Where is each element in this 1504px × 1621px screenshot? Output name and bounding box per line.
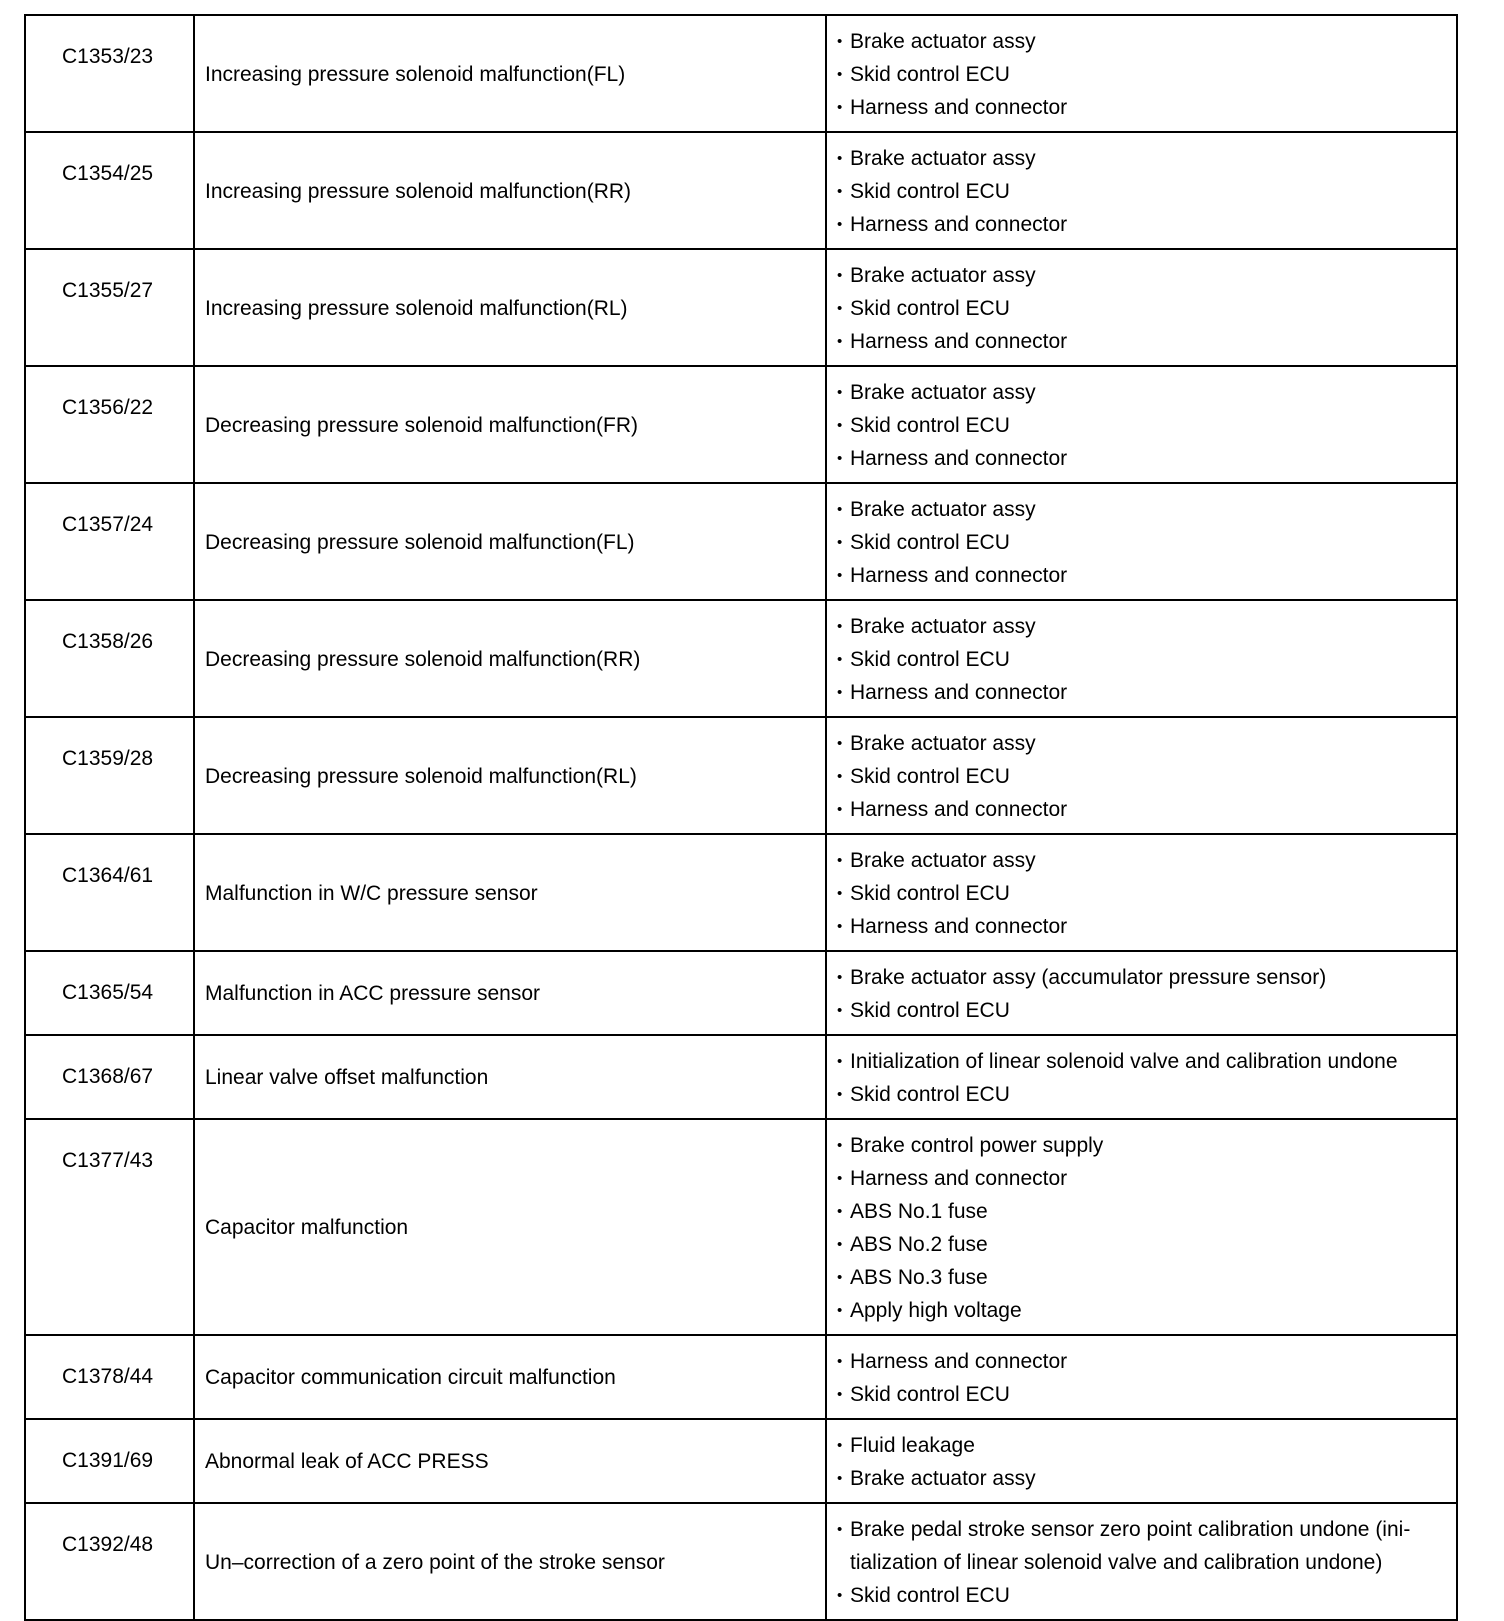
dtc-code: C1391/69: [62, 1449, 154, 1472]
trouble-area-text: Skid control ECU: [850, 1584, 1010, 1607]
table-row: [25, 483, 1457, 600]
trouble-area-text: Brake control power supply: [850, 1134, 1104, 1157]
bullet-icon: •: [837, 1137, 843, 1154]
list-item: [837, 1261, 1444, 1294]
list-item: [837, 559, 1444, 592]
list-item: [837, 994, 1444, 1027]
dtc-code: C1357/24: [62, 513, 154, 536]
dtc-description: Increasing pressure solenoid malfunction(RL): [205, 296, 628, 320]
trouble-area-text: Brake actuator assy: [850, 732, 1036, 755]
trouble-area-cell: [826, 1035, 1457, 1119]
dtc-description-cell: [194, 15, 826, 132]
trouble-area-list: [837, 25, 1444, 124]
bullet-icon: •: [837, 1053, 843, 1070]
dtc-description-cell: [194, 249, 826, 366]
dtc-description-cell: [194, 1503, 826, 1620]
trouble-area-text: Brake actuator assy: [850, 498, 1036, 521]
trouble-area-text: Harness and connector: [850, 1350, 1068, 1373]
bullet-icon: •: [837, 651, 843, 668]
bullet-icon: •: [837, 267, 843, 284]
dtc-description-cell: [194, 1035, 826, 1119]
bullet-icon: •: [837, 300, 843, 317]
bullet-icon: •: [837, 918, 843, 935]
trouble-area-list: [837, 844, 1444, 943]
dtc-code: C1368/67: [62, 1065, 154, 1088]
dtc-code: C1353/23: [62, 45, 154, 68]
trouble-area-list: [837, 1045, 1444, 1111]
dtc-description: Un–correction of a zero point of the stroke sensor: [205, 1550, 665, 1574]
list-item: [837, 676, 1444, 709]
list-item: [837, 877, 1444, 910]
trouble-area-cell: [826, 1503, 1457, 1620]
bullet-icon: •: [837, 1302, 843, 1319]
list-item: [837, 208, 1444, 241]
bullet-icon: •: [837, 216, 843, 233]
table-row: [25, 1119, 1457, 1335]
list-item: [837, 1129, 1444, 1162]
list-item: [837, 25, 1444, 58]
trouble-area-list: [837, 493, 1444, 592]
dtc-description: Malfunction in W/C pressure sensor: [205, 881, 538, 905]
list-item: [837, 1579, 1444, 1612]
list-item: [837, 1195, 1444, 1228]
list-item: [837, 1513, 1444, 1579]
list-item: [837, 1228, 1444, 1261]
trouble-area-text: Brake actuator assy (accumulator pressure sensor): [850, 966, 1327, 989]
dtc-description: Capacitor malfunction: [205, 1216, 409, 1239]
trouble-area-text: ABS No.1 fuse: [850, 1200, 988, 1223]
table-row: [25, 1035, 1457, 1119]
list-item: [837, 1378, 1444, 1411]
bullet-icon: •: [837, 33, 843, 50]
dtc-code-cell: [25, 132, 194, 249]
trouble-area-text: Harness and connector: [850, 798, 1068, 821]
trouble-area-text: Harness and connector: [850, 681, 1068, 704]
table-row: [25, 834, 1457, 951]
dtc-code-cell: [25, 1419, 194, 1503]
dtc-description-cell: [194, 366, 826, 483]
bullet-icon: •: [837, 969, 843, 986]
table-row: [25, 1335, 1457, 1419]
bullet-icon: •: [837, 1386, 843, 1403]
list-item: [837, 727, 1444, 760]
dtc-table: [24, 14, 1458, 1621]
dtc-description: Decreasing pressure solenoid malfunction(FL): [205, 530, 635, 554]
list-item: [837, 1462, 1444, 1495]
trouble-area-cell: [826, 249, 1457, 366]
list-item: [837, 910, 1444, 943]
trouble-area-text: Skid control ECU: [850, 1083, 1010, 1106]
trouble-area-text: Harness and connector: [850, 213, 1068, 236]
bullet-icon: •: [837, 99, 843, 116]
dtc-description: Increasing pressure solenoid malfunction(FL): [205, 62, 626, 86]
dtc-code: C1355/27: [62, 279, 154, 302]
dtc-code-cell: [25, 1119, 194, 1335]
trouble-area-text: Initialization of linear solenoid valve and calibration undone: [850, 1050, 1398, 1073]
trouble-area-text: Brake actuator assy: [850, 381, 1036, 404]
list-item: [837, 1045, 1444, 1078]
list-item: [837, 91, 1444, 124]
dtc-code-cell: [25, 717, 194, 834]
dtc-code-cell: [25, 249, 194, 366]
trouble-area-list: [837, 259, 1444, 358]
list-item: [837, 610, 1444, 643]
list-item: [837, 1078, 1444, 1111]
list-item: [837, 58, 1444, 91]
dtc-code: C1359/28: [62, 747, 154, 770]
trouble-area-cell: [826, 600, 1457, 717]
dtc-code-cell: [25, 15, 194, 132]
trouble-area-list: [837, 727, 1444, 826]
trouble-area-text: Skid control ECU: [850, 531, 1010, 554]
bullet-icon: •: [837, 1086, 843, 1103]
dtc-code: C1377/43: [62, 1149, 154, 1172]
list-item: [837, 259, 1444, 292]
dtc-table-body: [25, 15, 1457, 1620]
list-item: [837, 760, 1444, 793]
bullet-icon: •: [837, 1353, 843, 1370]
bullet-icon: •: [837, 1521, 843, 1538]
dtc-description-cell: [194, 1419, 826, 1503]
trouble-area-text: Skid control ECU: [850, 297, 1010, 320]
trouble-area-list: [837, 1429, 1444, 1495]
trouble-area-text: Brake actuator assy: [850, 1467, 1036, 1490]
trouble-area-text: Brake actuator assy: [850, 147, 1036, 170]
trouble-area-text: Harness and connector: [850, 1167, 1068, 1190]
trouble-area-list: [837, 142, 1444, 241]
dtc-code: C1392/48: [62, 1533, 154, 1556]
dtc-description-cell: [194, 834, 826, 951]
table-row: [25, 717, 1457, 834]
trouble-area-cell: [826, 132, 1457, 249]
list-item: [837, 526, 1444, 559]
bullet-icon: •: [837, 501, 843, 518]
dtc-code-cell: [25, 366, 194, 483]
list-item: [837, 442, 1444, 475]
table-row: [25, 366, 1457, 483]
table-row: [25, 951, 1457, 1035]
dtc-code-cell: [25, 1335, 194, 1419]
dtc-code: C1364/61: [62, 864, 154, 887]
dtc-code-cell: [25, 600, 194, 717]
bullet-icon: •: [837, 66, 843, 83]
list-item: [837, 961, 1444, 994]
bullet-icon: •: [837, 333, 843, 350]
trouble-area-text: Brake actuator assy: [850, 30, 1036, 53]
list-item: [837, 175, 1444, 208]
table-row: [25, 1419, 1457, 1503]
trouble-area-cell: [826, 366, 1457, 483]
list-item: [837, 1429, 1444, 1462]
list-item: [837, 325, 1444, 358]
trouble-area-cell: [826, 717, 1457, 834]
dtc-code-cell: [25, 834, 194, 951]
bullet-icon: •: [837, 1470, 843, 1487]
trouble-area-cell: [826, 483, 1457, 600]
dtc-description: Abnormal leak of ACC PRESS: [205, 1450, 489, 1473]
list-item: [837, 409, 1444, 442]
bullet-icon: •: [837, 567, 843, 584]
trouble-area-text: Skid control ECU: [850, 765, 1010, 788]
dtc-description: Decreasing pressure solenoid malfunction(FR): [205, 413, 639, 437]
dtc-code: C1358/26: [62, 630, 154, 653]
list-item: [837, 1162, 1444, 1195]
dtc-description-cell: [194, 483, 826, 600]
trouble-area-text: Brake actuator assy: [850, 849, 1036, 872]
dtc-description: Decreasing pressure solenoid malfunction(RR): [205, 647, 641, 671]
trouble-area-text: Harness and connector: [850, 330, 1068, 353]
bullet-icon: •: [837, 1170, 843, 1187]
trouble-area-cell: [826, 951, 1457, 1035]
trouble-area-text: Skid control ECU: [850, 1383, 1010, 1406]
bullet-icon: •: [837, 852, 843, 869]
list-item: [837, 643, 1444, 676]
trouble-area-text: Harness and connector: [850, 96, 1068, 119]
trouble-area-text: Brake pedal stroke sensor zero point calibration undone (ini- tialization of linear solenoid valve and calibration undone): [850, 1518, 1411, 1574]
dtc-code-cell: [25, 951, 194, 1035]
list-item: [837, 844, 1444, 877]
dtc-description-cell: [194, 600, 826, 717]
dtc-code-cell: [25, 483, 194, 600]
trouble-area-text: Harness and connector: [850, 915, 1068, 938]
table-row: [25, 249, 1457, 366]
table-row: [25, 600, 1457, 717]
bullet-icon: •: [837, 801, 843, 818]
trouble-area-cell: [826, 15, 1457, 132]
dtc-description: Capacitor communication circuit malfunction: [205, 1366, 616, 1389]
bullet-icon: •: [837, 417, 843, 434]
trouble-area-text: ABS No.3 fuse: [850, 1266, 988, 1289]
trouble-area-text: Skid control ECU: [850, 882, 1010, 905]
trouble-area-list: [837, 376, 1444, 475]
list-item: [837, 142, 1444, 175]
dtc-code: C1365/54: [62, 981, 154, 1004]
trouble-area-list: [837, 1129, 1444, 1327]
trouble-area-text: Skid control ECU: [850, 648, 1010, 671]
bullet-icon: •: [837, 1002, 843, 1019]
trouble-area-list: [837, 1513, 1444, 1612]
dtc-description-cell: [194, 132, 826, 249]
bullet-icon: •: [837, 1437, 843, 1454]
bullet-icon: •: [837, 768, 843, 785]
trouble-area-text: Harness and connector: [850, 564, 1068, 587]
trouble-area-text: Brake actuator assy: [850, 615, 1036, 638]
trouble-area-text: Skid control ECU: [850, 180, 1010, 203]
dtc-description: Decreasing pressure solenoid malfunction(RL): [205, 764, 637, 788]
trouble-area-text: Skid control ECU: [850, 63, 1010, 86]
trouble-area-list: [837, 610, 1444, 709]
dtc-description: Linear valve offset malfunction: [205, 1066, 489, 1089]
trouble-area-cell: [826, 1119, 1457, 1335]
trouble-area-text: ABS No.2 fuse: [850, 1233, 988, 1256]
trouble-area-text: Brake actuator assy: [850, 264, 1036, 287]
bullet-icon: •: [837, 885, 843, 902]
bullet-icon: •: [837, 1236, 843, 1253]
bullet-icon: •: [837, 618, 843, 635]
table-row: [25, 15, 1457, 132]
bullet-icon: •: [837, 534, 843, 551]
dtc-description-cell: [194, 1119, 826, 1335]
dtc-code-cell: [25, 1035, 194, 1119]
dtc-code-cell: [25, 1503, 194, 1620]
trouble-area-list: [837, 961, 1444, 1027]
trouble-area-cell: [826, 1419, 1457, 1503]
bullet-icon: •: [837, 735, 843, 752]
dtc-code: C1354/25: [62, 162, 154, 185]
trouble-area-cell: [826, 834, 1457, 951]
trouble-area-list: [837, 1345, 1444, 1411]
dtc-description: Increasing pressure solenoid malfunction(RR): [205, 179, 632, 203]
bullet-icon: •: [837, 384, 843, 401]
bullet-icon: •: [837, 1269, 843, 1286]
bullet-icon: •: [837, 684, 843, 701]
dtc-description-cell: [194, 951, 826, 1035]
trouble-area-text: Skid control ECU: [850, 999, 1010, 1022]
dtc-code: C1378/44: [62, 1365, 154, 1388]
dtc-description-cell: [194, 1335, 826, 1419]
list-item: [837, 793, 1444, 826]
bullet-icon: •: [837, 1203, 843, 1220]
table-row: [25, 132, 1457, 249]
trouble-area-text: Harness and connector: [850, 447, 1068, 470]
dtc-code: C1356/22: [62, 396, 154, 419]
bullet-icon: •: [837, 1587, 843, 1604]
dtc-description-cell: [194, 717, 826, 834]
dtc-description: Malfunction in ACC pressure sensor: [205, 982, 540, 1005]
bullet-icon: •: [837, 450, 843, 467]
table-row: [25, 1503, 1457, 1620]
bullet-icon: •: [837, 183, 843, 200]
trouble-area-text: Skid control ECU: [850, 414, 1010, 437]
bullet-icon: •: [837, 150, 843, 167]
trouble-area-text: Apply high voltage: [850, 1299, 1022, 1322]
list-item: [837, 1345, 1444, 1378]
list-item: [837, 292, 1444, 325]
list-item: [837, 1294, 1444, 1327]
list-item: [837, 493, 1444, 526]
list-item: [837, 376, 1444, 409]
trouble-area-cell: [826, 1335, 1457, 1419]
trouble-area-text: Fluid leakage: [850, 1434, 975, 1457]
